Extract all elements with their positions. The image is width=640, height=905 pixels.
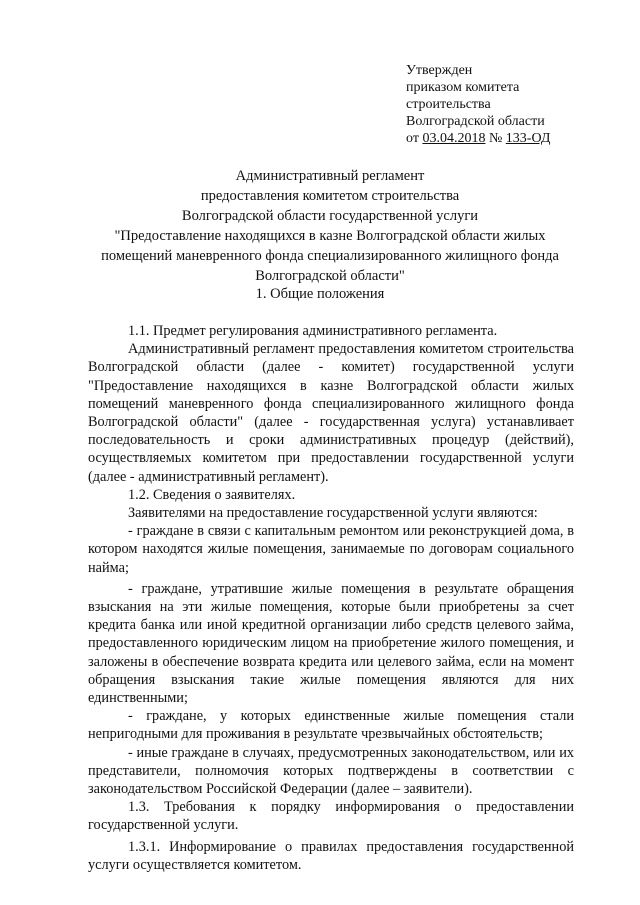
- approval-date: 03.04.2018: [422, 131, 486, 146]
- document-title: [60, 166, 600, 286]
- title-line-3: Волгоградской области государственной услуги: [181, 208, 479, 224]
- approval-number: 133-ОД: [505, 131, 551, 146]
- paragraph-1-3-1: 1.3.1. Информирование о правилах предоставления государственной услуги осуществляется комитетом.: [88, 838, 574, 873]
- approval-order-line: [406, 130, 626, 147]
- paragraph-1-1: 1.1. Предмет регулирования административного регламента.: [128, 323, 498, 339]
- list-item-applicant-3: - граждане, у которых единственные жилые помещения стали непригодными для проживания в результате чрезвычайных обстоятельств;: [88, 708, 574, 743]
- title-line-6: Волгоградской области": [255, 268, 405, 284]
- list-item-applicant-4: - иные граждане в случаях, предусмотренных законодательством, или их представители, полномочия которых подтверждены в соответствии с законодательством Российской Федерации (далее – заявители).: [88, 744, 574, 798]
- title-line-2: предоставления комитетом строительства: [200, 188, 460, 204]
- document-body: [88, 322, 574, 874]
- approval-prefix: от: [406, 131, 419, 146]
- list-item-applicant-2: - граждане, утратившие жилые помещения в результате обращения взыскания на эти жилые помещения, которые были приобретены за счет кредита банка или иной кредитной организации либо средств целевого займа, предоставленного юридическим лицом на приобретение жилого помещения, и заложены в обеспечение возврата кредита или целевого займа, если на момент обращения взыскания такие жилые помещения являются для них единственными;: [88, 580, 574, 707]
- paragraph-applicants-intro: Заявителями на предоставление государственной услуги являются:: [128, 505, 538, 522]
- paragraph-1-2: 1.2. Сведения о заявителях.: [128, 486, 296, 503]
- approval-line-2: приказом комитета: [406, 80, 520, 95]
- section-heading: 1. Общие положения: [255, 286, 385, 302]
- approval-line-1: Утвержден: [406, 63, 473, 78]
- approval-stamp: [406, 62, 626, 147]
- title-line-5: помещений маневренного фонда специализированного жилищного фонда: [101, 248, 559, 264]
- title-line-1: Административный регламент: [235, 168, 425, 184]
- paragraph-1-1-text: Административный регламент предоставления комитетом строительства Волгоградской области (далее - комитет) государственной услуги "Предоставление находящихся в казне Волгоградской области жилых помещений маневренного фонда специализированного жилищного фонда Волгоградской области" (далее - государственная услуга) устанавливает последовательность и сроки административных процедур (действий), осуществляемых комитетом при предоставлении государственной услуги (далее - административный регламент).: [88, 341, 574, 485]
- title-line-4: "Предоставление находящихся в казне Волгоградской области жилых: [114, 228, 546, 244]
- approval-number-sign: №: [488, 131, 503, 146]
- approval-line-3: строительства: [406, 97, 491, 112]
- paragraph-1-3: 1.3. Требования к порядку информирования о предоставлении государственной услуги.: [88, 799, 574, 834]
- approval-line-4: Волгоградской области: [406, 114, 545, 129]
- list-item-applicant-1: - граждане в связи с капитальным ремонтом или реконструкцией дома, в котором находятся жилые помещения, занимаемые по договорам социального найма;: [88, 523, 574, 576]
